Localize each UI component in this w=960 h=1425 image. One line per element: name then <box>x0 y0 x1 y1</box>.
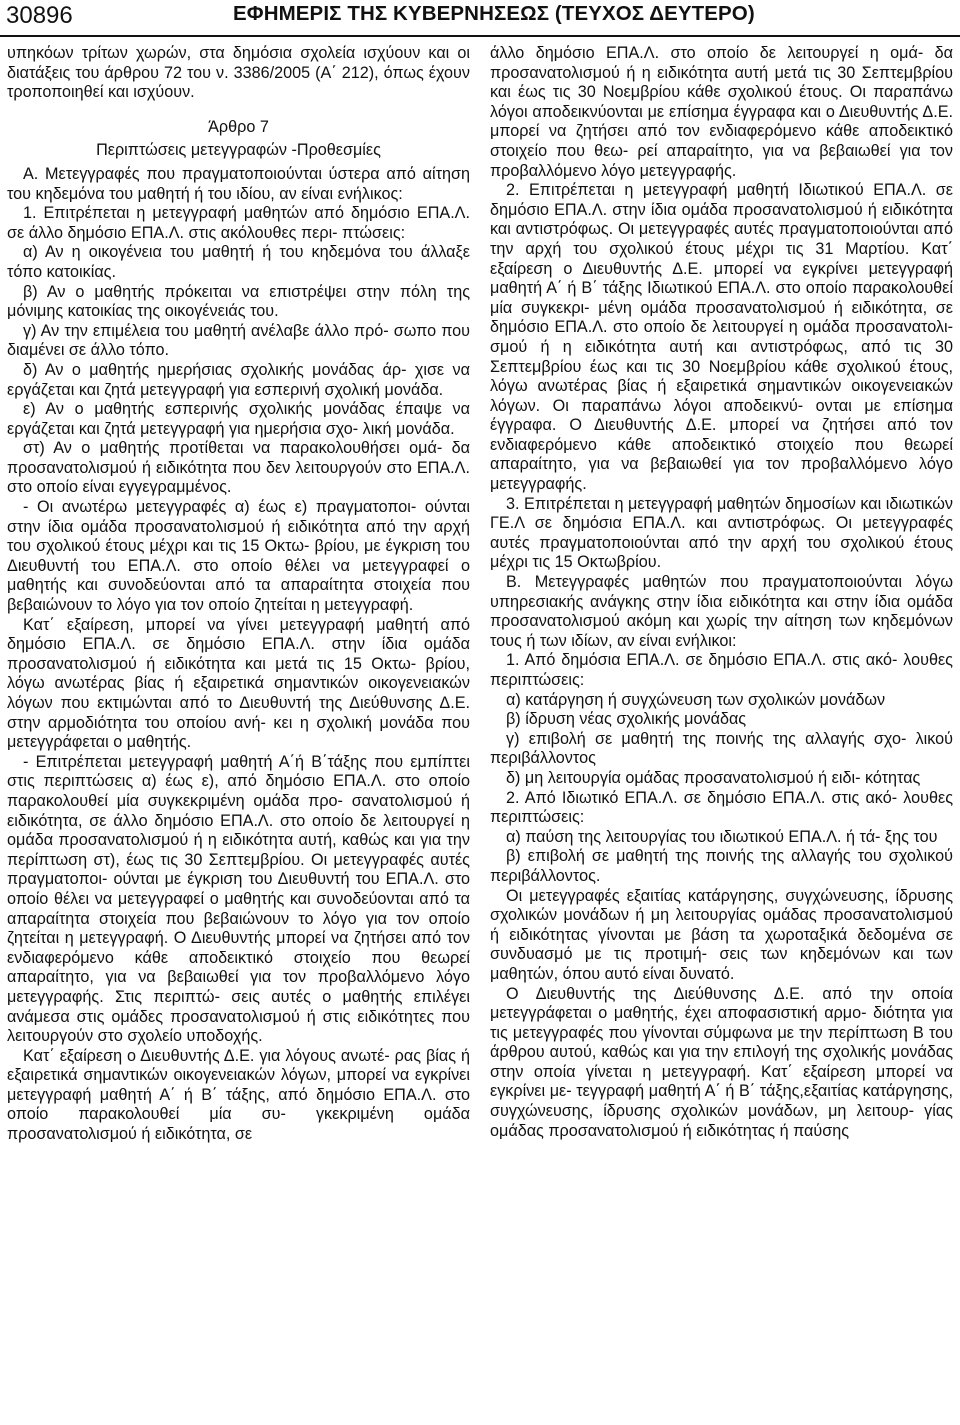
page-number: 30896 <box>6 2 73 29</box>
paragraph: 1. Από δημόσια ΕΠΑ.Λ. σε δημόσιο ΕΠΑ.Λ. στις ακό‑ λουθες περιπτώσεις: <box>490 651 953 689</box>
paragraph: Κατ΄ εξαίρεση ο Διευθυντής Δ.Ε. για λόγους ανωτέ‑ ρας βίας ή εξαιρετικά σημαντικών οικογενειακών λόγων, μπορεί να εγκρίνει μετεγγραφή μαθητή Α΄ ή Β΄ τάξης, από δημόσιο ΕΠΑ.Λ. στο οποίο παρακολουθεί μία συ‑ γκεκριμένη ομάδα προσανατολισμού ή ειδικότητα, σε <box>7 1046 470 1144</box>
paragraph: β) επιβολή σε μαθητή της ποινής της αλλαγής του σχολικού περιβάλλοντος. <box>490 847 953 885</box>
paragraph: α) Αν η οικογένεια του μαθητή ή του κηδεμόνα του άλλαξε τόπο κατοικίας. <box>7 243 470 281</box>
paragraph: ε) Αν ο μαθητής εσπερινής σχολικής μονάδας έπαψε να εργάζεται και ζητά μετεγγραφή για ημερήσια σχο‑ λική μονάδα. <box>7 400 470 438</box>
paragraph: 1. Επιτρέπεται η μετεγγραφή μαθητών από δημόσιο ΕΠΑ.Λ. σε άλλο δημόσιο ΕΠΑ.Λ. στις ακόλουθες περι‑ πτώσεις: <box>7 204 470 242</box>
article-heading: Άρθρο 7 <box>208 117 269 136</box>
gazette-title: ΕΦΗΜΕΡΙΣ ΤΗΣ ΚΥΒΕΡΝΗΣΕΩΣ (ΤΕΥΧΟΣ ΔΕΥΤΕΡΟ) <box>233 2 755 25</box>
paragraph: δ) μη λειτουργία ομάδας προσανατολισμού ή ειδι‑ κότητας <box>506 768 921 787</box>
paragraph: Ο Διευθυντής της Διεύθυνσης Δ.Ε. από την οποία μετεγγράφεται ο μαθητής, έχει αποφασιστική αρμο‑ διότητα για τις μετεγγραφές που γίνονται σύμφωνα με την περίπτωση Β του άρθρου αυτού, καθώς και για την επιλογή της σχολικής μονάδας στην οποία γίνεται η μετεγγραφή. Κατ΄ εξαίρεση μπορεί να εγκρίνει με‑ τεγγραφή μαθητή Α΄ ή Β΄ τάξης,εξαιτίας κατάργησης, συγχώνευσης, ίδρυσης σχολικών μονάδων, μη λειτουρ‑ γίας ομάδας προσανατολισμού ή ειδικότητας ή παύσης <box>490 984 953 1140</box>
paragraph: Β. Μετεγγραφές μαθητών που πραγματοποιούνται λόγω υπηρεσιακής ανάγκης στην ίδια ειδικότητα και στην ίδια ομάδα προσανατολισμού ακόμη και χωρίς την αίτηση των κηδεμόνων τους ή των ιδίων, αν είναι ενήλικοι: <box>490 573 953 650</box>
paragraph: δ) Αν ο μαθητής ημερήσιας σχολικής μονάδας άρ‑ χισε να εργάζεται και ζητά μετεγγραφή για εσπερινή σχολική μονάδα. <box>7 360 470 399</box>
paragraph: α) παύση της λειτουργίας του ιδιωτικού ΕΠΑ.Λ. ή τά‑ ξης του <box>506 827 938 846</box>
paragraph: ‑ Οι ανωτέρω μετεγγραφές α) έως ε) πραγματοποι‑ ούνται στην ίδια ομάδα προσανατολισμού ή ειδικότητα από την αρχή του σχολικού έτους μέχρι και τις 15 Οκτω‑ βρίου, με έγκριση του Διευθυντή του ΕΠΑ.Λ. στο οποίο θέλει να μετεγγραφεί ο μαθητής και συνοδεύονται από τα απαραίτητα στοιχεία που βεβαιώνουν το λόγο για τον οποίο ζητείται η μετεγγραφή. <box>7 498 470 615</box>
article-subheading: Περιπτώσεις μετεγγραφών ‑Προθεσμίες <box>96 141 381 160</box>
paragraph: Οι μετεγγραφές εξαιτίας κατάργησης, συγχώνευσης, ίδρυσης σχολικών μονάδων ή μη λειτουργίας ομάδας προσανατολισμού ή ειδικότητας γίνονται με βάση τα χωροταξικά δεδομένα σε συνδυασμό με τις προτιμή‑ σεις των κηδεμόνων και των μαθητών, όπου αυτό είναι δυνατό. <box>490 886 953 983</box>
paragraph: ‑ Επιτρέπεται μετεγγραφή μαθητή Α΄ή Β΄τάξης που εμπίπτει στις περιπτώσεις α) έως ε), από δημόσιο ΕΠΑ.Λ. στο οποίο παρακολουθεί μία συγκεκριμένη ομάδα προ‑ σανατολισμού ή ειδικότητα, σε άλλο δημόσιο ΕΠΑ.Λ. στο οποίο δε λειτουργεί η ομάδα προσανατολισμού ή η ειδικότητα αυτή, καθώς και για την περίπτωση στ), έως τις 30 Σεπτεμβρίου. Οι μετεγγραφές αυτές πραγματοποι‑ ούνται με έγκριση του Διευθυντή του ΕΠΑ.Λ. στο οποίο θέλει να μετεγγραφεί ο μαθητής και συνοδεύονται από τα απαραίτητα στοιχεία που βεβαιώνουν το λόγο για τον οποίο ζητείται η μετεγγραφή. Ο Διευθυντής μπορεί να ζητήσει από τον ενδιαφερόμενο κάθε αποδεικτικό στοιχείο που θεωρεί απαραίτητο, για να βεβαιωθεί για τον προβαλλόμενο λόγο μετεγγραφής. Στις περιπτώ‑ σεις αυτές ο μαθητής επιλέγει ανάμεσα στις ομάδες προσανατολισμού ή στις ειδικότητες που λειτουργούν στο σχολείο υποδοχής. <box>7 752 470 1046</box>
paragraph: α) κατάργηση ή συγχώνευση των σχολικών μονάδων <box>506 690 886 709</box>
right-column <box>490 44 953 1141</box>
page-header <box>0 0 960 36</box>
left-column <box>7 44 470 1145</box>
paragraph: γ) επιβολή σε μαθητή της ποινής της αλλαγής σχο‑ λικού περιβάλλοντος <box>490 729 953 768</box>
paragraph: άλλο δημόσιο ΕΠΑ.Λ. στο οποίο δε λειτουργεί η ομά‑ δα προσανατολισμού ή η ειδικότητα αυτή μετά τις 30 Σεπτεμβρίου και έως τις 30 Νοεμβρίου κάθε σχολικού έτους. Οι παραπάνω λόγοι αποδεικνύονται με επίσημα έγγραφα και ο Διευθυντής Δ.Ε. μπορεί να ζητήσει από τον ενδιαφερόμενο κάθε αποδεικτικό στοιχείο που θεω‑ ρεί απαραίτητο, για να βεβαιωθεί για τον προβαλλόμενο λόγο μετεγγραφής. <box>490 44 953 180</box>
paragraph: γ) Αν την επιμέλεια του μαθητή ανέλαβε άλλο πρό‑ σωπο που διαμένει σε άλλο τόπο. <box>7 321 470 360</box>
paragraph: Α. Μετεγγραφές που πραγματοποιούνται ύστερα από αίτηση του κηδεμόνα του μαθητή ή του ιδίου, αν είναι ενήλικος: <box>7 164 470 203</box>
header-rule <box>0 35 960 37</box>
paragraph: 2. Επιτρέπεται η μετεγγραφή μαθητή Ιδιωτικού ΕΠΑ.Λ. σε δημόσιο ΕΠΑ.Λ. στην ίδια ομάδα προσανατολισμού ή ειδικότητα και αντιστρόφως. Οι μετεγγραφές αυτές πραγματοποιούνται από την αρχή του σχολικού έτους μέχρι τις 31 Μαρτίου. Κατ΄ εξαίρεση ο Διευθυντής Δ.Ε. μπορεί να εγκρίνει μετεγγραφή μαθητή Α΄ ή Β΄ τάξης Ιδιωτικού ΕΠΑ.Λ. στο οποίο παρακολουθεί μία συγκεκρι‑ μένη ομάδα προσανατολισμού ή ειδικότητα, σε δημόσιο ΕΠΑ.Λ. στο οποίο δε λειτουργεί η ομάδα προσανατολι‑ σμού ή η ειδικότητα αυτή και αντιστρόφως, από τις 30 Σεπτεμβρίου έως και τις 30 Νοεμβρίου κάθε σχολικού έτους, λόγω ανωτέρας βίας ή εξαιρετικά σημαντικών οικογενειακών λόγων. Οι παραπάνω λόγοι αποδεικνύ‑ ονται με επίσημα έγγραφα. Ο Διευθυντής Δ.Ε. μπορεί να ζητήσει από τον ενδιαφερόμενο κάθε αποδεικτικό στοιχείο που θεωρεί απαραίτητο, για να βεβαιωθεί για τον προβαλλόμενο λόγο μετεγγραφής. <box>490 181 953 494</box>
paragraph: β) ίδρυση νέας σχολικής μονάδας <box>506 710 747 729</box>
paragraph: 3. Επιτρέπεται η μετεγγραφή μαθητών δημοσίων και ιδιωτικών ΓΕ.Λ σε δημόσια ΕΠΑ.Λ. και αντιστρόφως. Οι μετεγγραφές αυτές πραγματοποιούνται από την αρχή του σχολικού έτους μέχρι τις 15 Οκτωβρίου. <box>490 494 953 572</box>
paragraph: Κατ΄ εξαίρεση, μπορεί να γίνει μετεγγραφή μαθητή από δημόσιο ΕΠΑ.Λ. σε δημόσιο ΕΠΑ.Λ. στην ίδια ομάδα προσανατολισμού ή ειδικότητα και μετά τις 15 Οκτω‑ βρίου, λόγω ανωτέρας βίας ή εξαιρετικά σημαντικών οικογενειακών λόγων που εκτιμώνται από το Διευθυντή της Διεύθυνσης Δ.Ε. στην αρμοδιότητα του οποίου ανή‑ κει η σχολική μονάδα που μετεγγράφεται ο μαθητής. <box>7 615 470 752</box>
paragraph: υπηκόων τρίτων χωρών, στα δημόσια σχολεία ισχύουν και οι διατάξεις του άρθρου 72 του ν. 3386/2005 (Α΄ 212), όπως έχουν τροποποιηθεί και ισχύουν. <box>7 44 470 102</box>
paragraph: β) Αν ο μαθητής πρόκειται να επιστρέψει στην πόλη της μόνιμης κατοικίας της οικογένειάς του. <box>7 282 470 321</box>
paragraph: 2. Από Ιδιωτικό ΕΠΑ.Λ. σε δημόσιο ΕΠΑ.Λ. στις ακό‑ λουθες περιπτώσεις: <box>490 788 953 827</box>
paragraph: στ) Αν ο μαθητής προτίθεται να παρακολουθήσει ομά‑ δα προσανατολισμού ή ειδικότητα που δεν λειτουργούν στο ΕΠΑ.Λ. στο οποίο είναι εγγεγραμμένος. <box>7 439 470 497</box>
